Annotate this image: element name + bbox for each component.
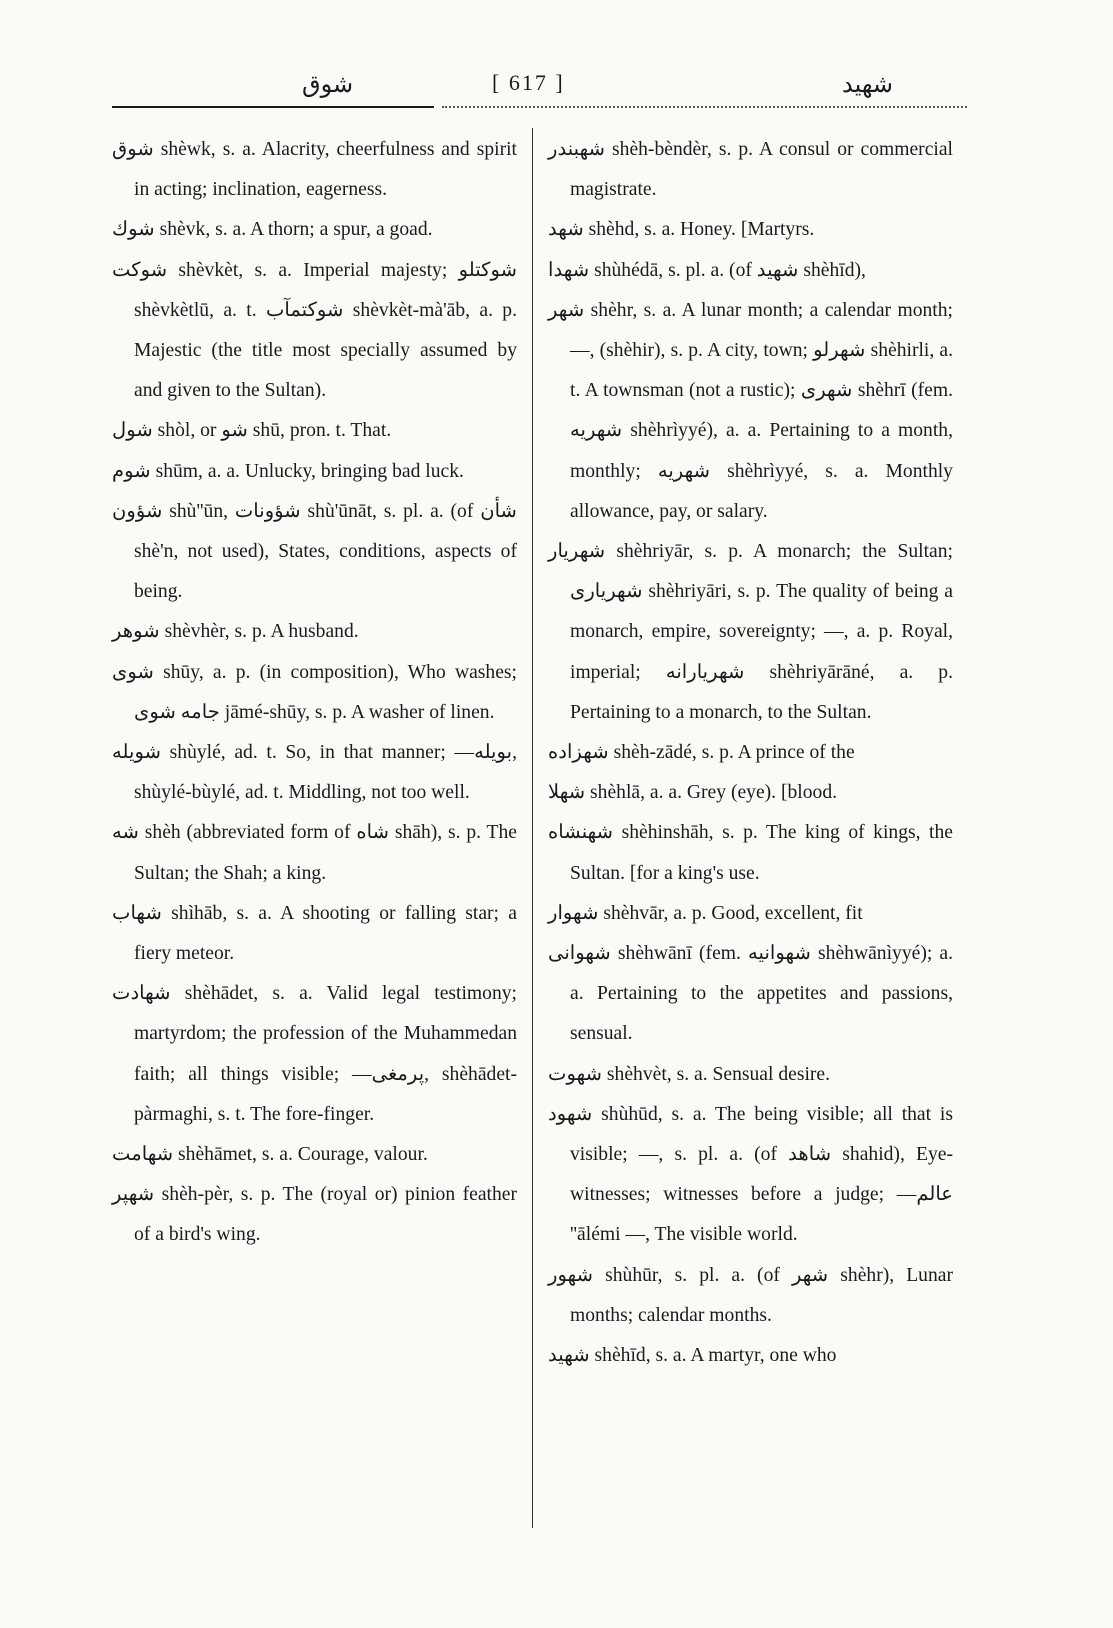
dictionary-entry: شوم shūm, a. a. Unlucky, bringing bad luck. [112,460,464,482]
header-rule-dotted [442,106,967,108]
dictionary-entry: شهنشاه shèhinshāh, s. p. The king of kings, the Sultan. [for a king's use. [548,822,953,884]
left-running-headword: شوق [302,72,354,98]
dictionary-entry: شويله shùylé, ad. t. So, in that manner; —بويله, shùylé-bùylé, ad. t. Middling, not too well. [112,742,517,804]
dictionary-entry: شهزاده shèh-zādé, s. p. A prince of the [548,742,855,764]
column-divider [532,128,533,1528]
dictionary-entry: شهوار shèhvār, a. p. Good, excellent, fit [548,902,863,924]
dictionary-entry: شهوانى shèhwānī (fem. شهوانيه shèhwānìyyé); a. a. Pertaining to the appetites and passions, sensual. [548,943,953,1045]
dictionary-entry: شهود shùhūd, s. a. The being visible; all that is visible; —, s. pl. a. (of شاهد shahid), Eye-witnesses; witnesses before a judge; —عالم ''ālémi —, The visible world. [548,1103,953,1246]
dictionary-entry: شهلا shèhlā, a. a. Grey (eye). [blood. [548,782,838,804]
dictionary-entry: شه shèh (abbreviated form of شاه shāh), s. p. The Sultan; the Shah; a king. [112,822,517,884]
dictionary-entry: شوق shèwk, s. a. Alacrity, cheerfulness and spirit in acting; inclination, eagerness. [112,139,517,201]
dictionary-entry: شهر shèhr, s. a. A lunar month; a calendar month; —, (shèhir), s. p. A city, town; شهرلو shèhirli, a. t. A townsman (not a rustic); شهرى shèhrī (fem. شهريه shèhrìyyé), a. a. Pertaining to a month, monthly; شهريه shèhrìyyé, s. a. Monthly allowance, pay, or salary. [548,299,953,522]
dictionary-entry: شوهر shèvhèr, s. p. A husband. [112,621,359,643]
header-rule-solid [112,106,434,108]
dictionary-entry: شوى shūy, a. p. (in composition), Who washes; جامه شوى jāmé-shūy, s. p. A washer of linen. [112,661,517,723]
dictionary-entry: شهد shèhd, s. a. Honey. [Martyrs. [548,219,815,241]
dictionary-entry: شهپر shèh-pèr, s. p. The (royal or) pinion feather of a bird's wing. [112,1184,517,1246]
dictionary-entry: شؤون shù''ūn, شؤونات shù'ūnāt, s. pl. a. (of شأن shè'n, not used), States, conditions, aspects of being. [112,500,517,603]
page-header [112,62,967,110]
dictionary-entry: شهريار shèhriyār, s. p. A monarch; the Sultan; شهريارى shèhriyāri, s. p. The quality of being a monarch, empire, sovereignty; —, a. p. Royal, imperial; شهريارانه shèhriyārāné, a. p. Pertaining to a monarch, to the Sultan. [548,541,953,723]
dictionary-entry: شول shòl, or شو shū, pron. t. That. [112,420,392,442]
dictionary-entry: شوكت shèvkèt, s. a. Imperial majesty; شوكتلو shèvkètlū, a. t. شوكتمآب shèvkèt-mà'āb, a. p. Majestic (the title most specially assumed by and given to the Sultan). [112,259,517,402]
dictionary-entry: شهوت shèhvèt, s. a. Sensual desire. [548,1063,831,1085]
right-running-headword: شهيد [842,72,894,98]
dictionary-entry: شهيد shèhīd, s. a. A martyr, one who [548,1345,837,1367]
left-column [112,130,517,1256]
dictionary-entry: شهامت shèhāmet, s. a. Courage, valour. [112,1144,428,1166]
right-column [548,130,953,1376]
page-number: [ 617 ] [492,70,565,95]
dictionary-entry: شوك shèvk, s. a. A thorn; a spur, a goad. [112,219,433,241]
dictionary-entry: شهور shùhūr, s. pl. a. (of شهر shèhr), Lunar months; calendar months. [548,1264,953,1326]
dictionary-entry: شهبندر shèh-bèndèr, s. p. A consul or commercial magistrate. [548,139,953,201]
dictionary-entry: شهاب shìhāb, s. a. A shooting or falling star; a fiery meteor. [112,902,517,965]
dictionary-entry: شهادت shèhādet, s. a. Valid legal testimony; martyrdom; the profession of the Muhammedan faith; all things visible; —پرمغى, shèhādet-pàrmaghi, s. t. The fore-finger. [112,983,517,1125]
dictionary-entry: شهدا shùhédā, s. pl. a. (of شهيد shèhīd), [548,259,866,281]
